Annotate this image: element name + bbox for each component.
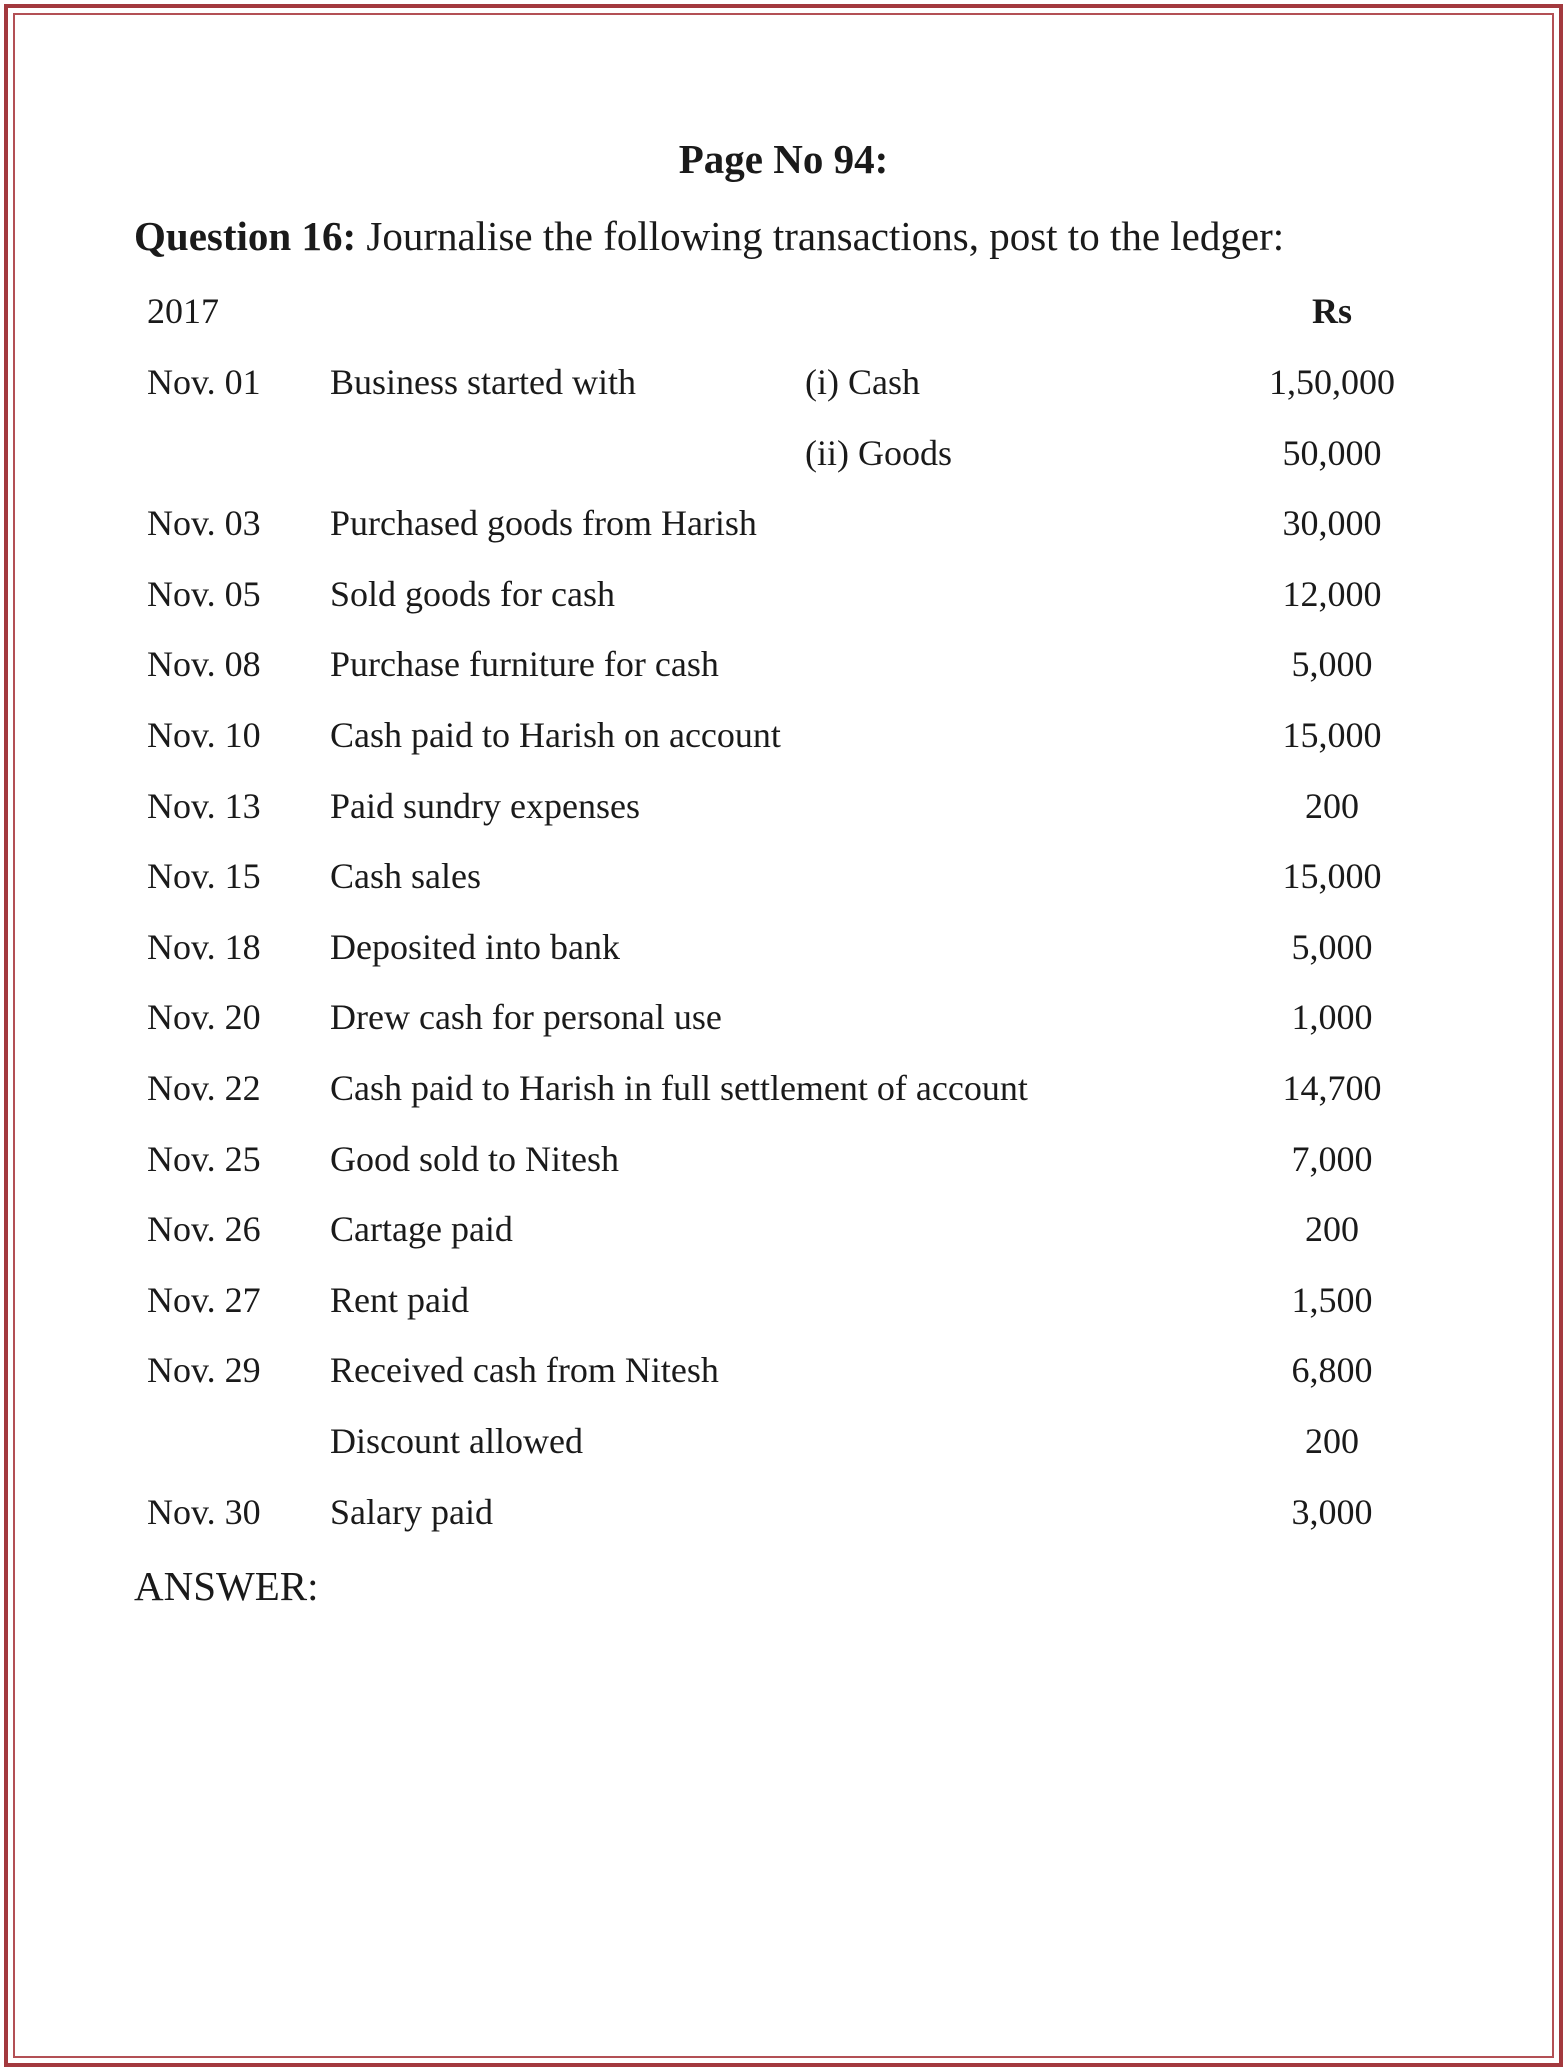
transaction-description: Rent paid xyxy=(330,1279,469,1320)
transaction-date: Nov. 29 xyxy=(147,1350,261,1391)
transaction-amount: 200 xyxy=(1305,1209,1359,1250)
transaction-amount: 5,000 xyxy=(1291,644,1373,685)
transaction-amount: 30,000 xyxy=(1282,503,1382,544)
transaction-description: Cash paid to Harish on account xyxy=(330,714,781,755)
transaction-sub-item: (ii) Goods xyxy=(805,432,952,473)
transaction-description: Purchased goods from Harish xyxy=(330,503,757,544)
amount-column-header: Rs xyxy=(1311,291,1352,331)
transaction-date: Nov. 08 xyxy=(147,644,261,685)
transaction-sub-item: (i) Cash xyxy=(805,362,920,402)
transaction-row xyxy=(0,1270,1567,1341)
question-label: Question 16: xyxy=(134,213,357,259)
transaction-row xyxy=(0,987,1567,1058)
transaction-amount: 1,500 xyxy=(1291,1279,1373,1320)
transaction-list xyxy=(0,352,1567,1552)
transaction-description: Cash paid to Harish in full settlement of account xyxy=(330,1067,1028,1108)
transaction-row xyxy=(0,1411,1567,1482)
transaction-description: Drew cash for personal use xyxy=(330,997,722,1038)
transaction-amount: 1,000 xyxy=(1291,997,1373,1038)
transaction-description: Received cash from Nitesh xyxy=(330,1350,719,1391)
answer-label: ANSWER: xyxy=(134,1563,319,1609)
transaction-date: Nov. 20 xyxy=(147,997,261,1038)
transaction-row xyxy=(0,705,1567,776)
transaction-date: Nov. 10 xyxy=(147,714,261,755)
transaction-description: Business started with xyxy=(330,362,636,402)
question-line xyxy=(134,212,1284,260)
transaction-row xyxy=(0,1340,1567,1411)
transaction-date: Nov. 05 xyxy=(147,573,261,614)
transaction-date: Nov. 26 xyxy=(147,1209,261,1250)
transaction-date: Nov. 03 xyxy=(147,503,261,544)
transaction-row xyxy=(0,1058,1567,1129)
transaction-amount: 3,000 xyxy=(1291,1491,1373,1532)
transaction-row xyxy=(0,917,1567,988)
transaction-date: Nov. 15 xyxy=(147,856,261,897)
transaction-amount: 1,50,000 xyxy=(1269,362,1395,402)
transaction-amount: 5,000 xyxy=(1291,926,1373,967)
transaction-row xyxy=(0,493,1567,564)
transaction-date: Nov. 27 xyxy=(147,1279,261,1320)
transaction-description: Paid sundry expenses xyxy=(330,785,640,826)
transaction-row xyxy=(0,1199,1567,1270)
transaction-row xyxy=(0,634,1567,705)
transaction-description: Good sold to Nitesh xyxy=(330,1138,620,1179)
transaction-description: Deposited into bank xyxy=(330,926,620,967)
transaction-description: Cash sales xyxy=(330,856,481,897)
transaction-row xyxy=(0,423,1567,494)
transaction-amount: 12,000 xyxy=(1282,573,1382,614)
transaction-amount: 50,000 xyxy=(1282,432,1382,473)
transaction-row xyxy=(0,776,1567,847)
transaction-amount: 7,000 xyxy=(1291,1138,1373,1179)
transaction-description: Discount allowed xyxy=(330,1420,583,1461)
transaction-amount: 15,000 xyxy=(1282,856,1382,897)
transaction-amount: 6,800 xyxy=(1291,1350,1373,1391)
transaction-description: Sold goods for cash xyxy=(330,573,615,614)
question-text: Journalise the following transactions, post to the ledger: xyxy=(356,213,1285,259)
transaction-row xyxy=(0,352,1567,423)
transaction-date: Nov. 13 xyxy=(147,785,261,826)
transaction-date: Nov. 18 xyxy=(147,926,261,967)
transaction-date: Nov. 01 xyxy=(147,362,261,402)
transaction-row xyxy=(0,1482,1567,1553)
transaction-description: Cartage paid xyxy=(330,1209,513,1250)
transaction-description: Purchase furniture for cash xyxy=(330,644,719,685)
transaction-amount: 14,700 xyxy=(1282,1067,1382,1108)
year-heading: 2017 xyxy=(147,291,219,331)
transaction-row xyxy=(0,564,1567,635)
page-title: Page No 94: xyxy=(678,136,889,182)
transaction-row xyxy=(0,846,1567,917)
transaction-amount: 200 xyxy=(1305,785,1359,826)
transaction-row xyxy=(0,1129,1567,1200)
transaction-date: Nov. 22 xyxy=(147,1067,261,1108)
transaction-date: Nov. 25 xyxy=(147,1138,261,1179)
transaction-amount: 15,000 xyxy=(1282,714,1382,755)
transaction-amount: 200 xyxy=(1305,1420,1359,1461)
transaction-description: Salary paid xyxy=(330,1491,493,1532)
transaction-date: Nov. 30 xyxy=(147,1491,261,1532)
